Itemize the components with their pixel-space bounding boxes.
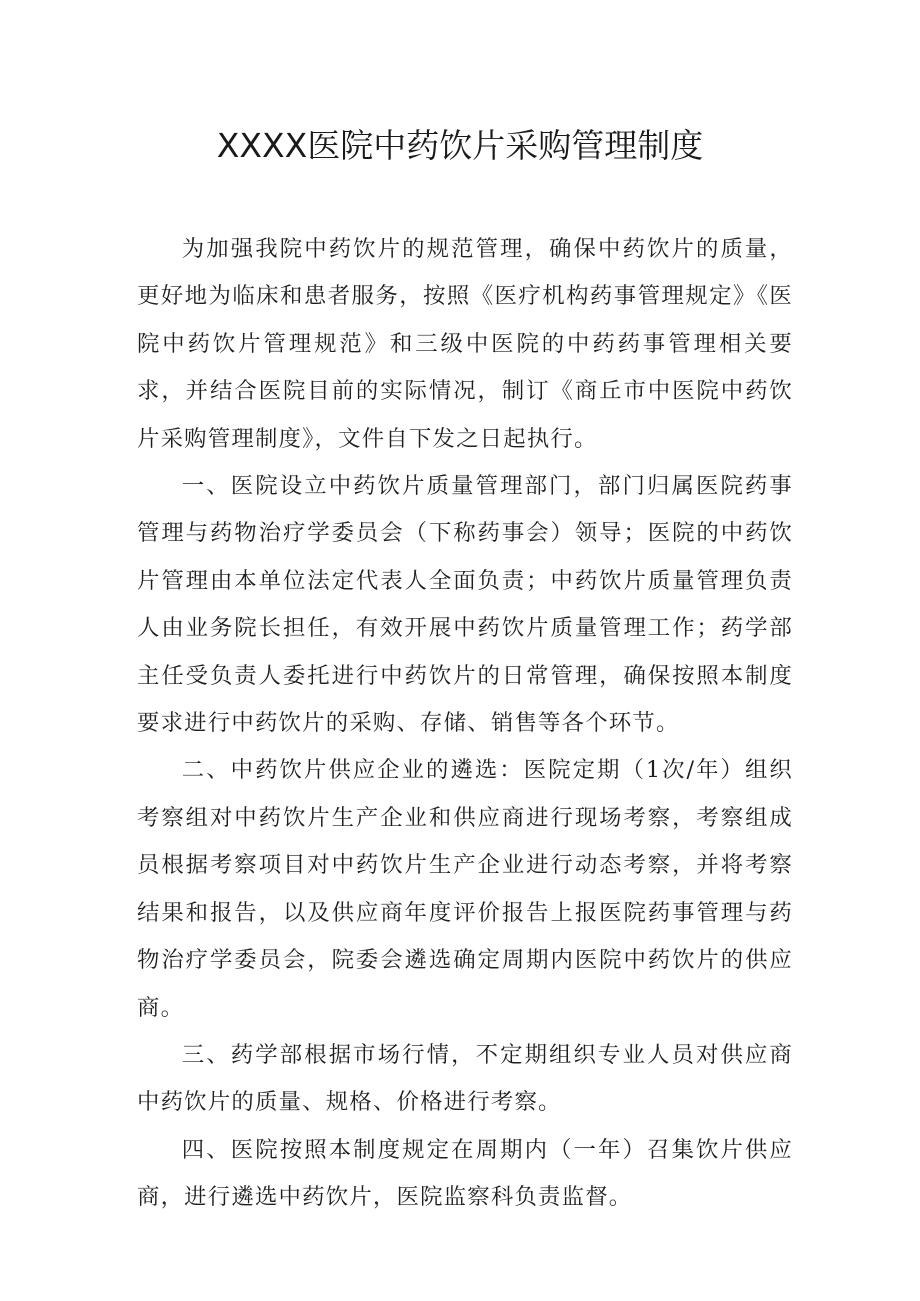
paragraph-section-4: 四、医院按照本制度规定在周期内（一年）召集饮片供应商，进行遴选中药饮片，医院监察科负责监督。 (137, 1136, 793, 1211)
document-body (137, 226, 793, 1222)
paragraph-intro: 为加强我院中药饮片的规范管理，确保中药饮片的质量，更好地为临床和患者服务，按照《医疗机构药事管理规定》《医院中药饮片管理规范》和三级中医院的中药药事管理相关要求，并结合医院目前的实际情况，制订《商丘市中医院中药饮片采购管理制度》，文件自下发之日起执行。 (137, 236, 793, 452)
document-title: XXXX医院中药饮片采购管理制度 (216, 126, 704, 165)
paragraph-section-2: 二、中药饮片供应企业的遴选：医院定期（1次/年）组织考察组对中药饮片生产企业和供应商进行现场考察，考察组成员根据考察项目对中药饮片生产企业进行动态考察，并将考察结果和报告，以及供应商年度评价报告上报医院药事管理与药物治疗学委员会，院委会遴选确定周期内医院中药饮片的供应商。 (137, 757, 793, 1021)
paragraph-section-3: 三、药学部根据市场行情，不定期组织专业人员对供应商中药饮片的质量、规格、价格进行考察。 (137, 1041, 793, 1116)
paragraph-section-1: 一、医院设立中药饮片质量管理部门，部门归属医院药事管理与药物治疗学委员会（下称药事会）领导；医院的中药饮片管理由本单位法定代表人全面负责；中药饮片质量管理负责人由业务院长担任，有效开展中药饮片质量管理工作；药学部主任受负责人委托进行中药饮片的日常管理，确保按照本制度要求进行中药饮片的采购、存储、销售等各个环节。 (137, 473, 793, 737)
